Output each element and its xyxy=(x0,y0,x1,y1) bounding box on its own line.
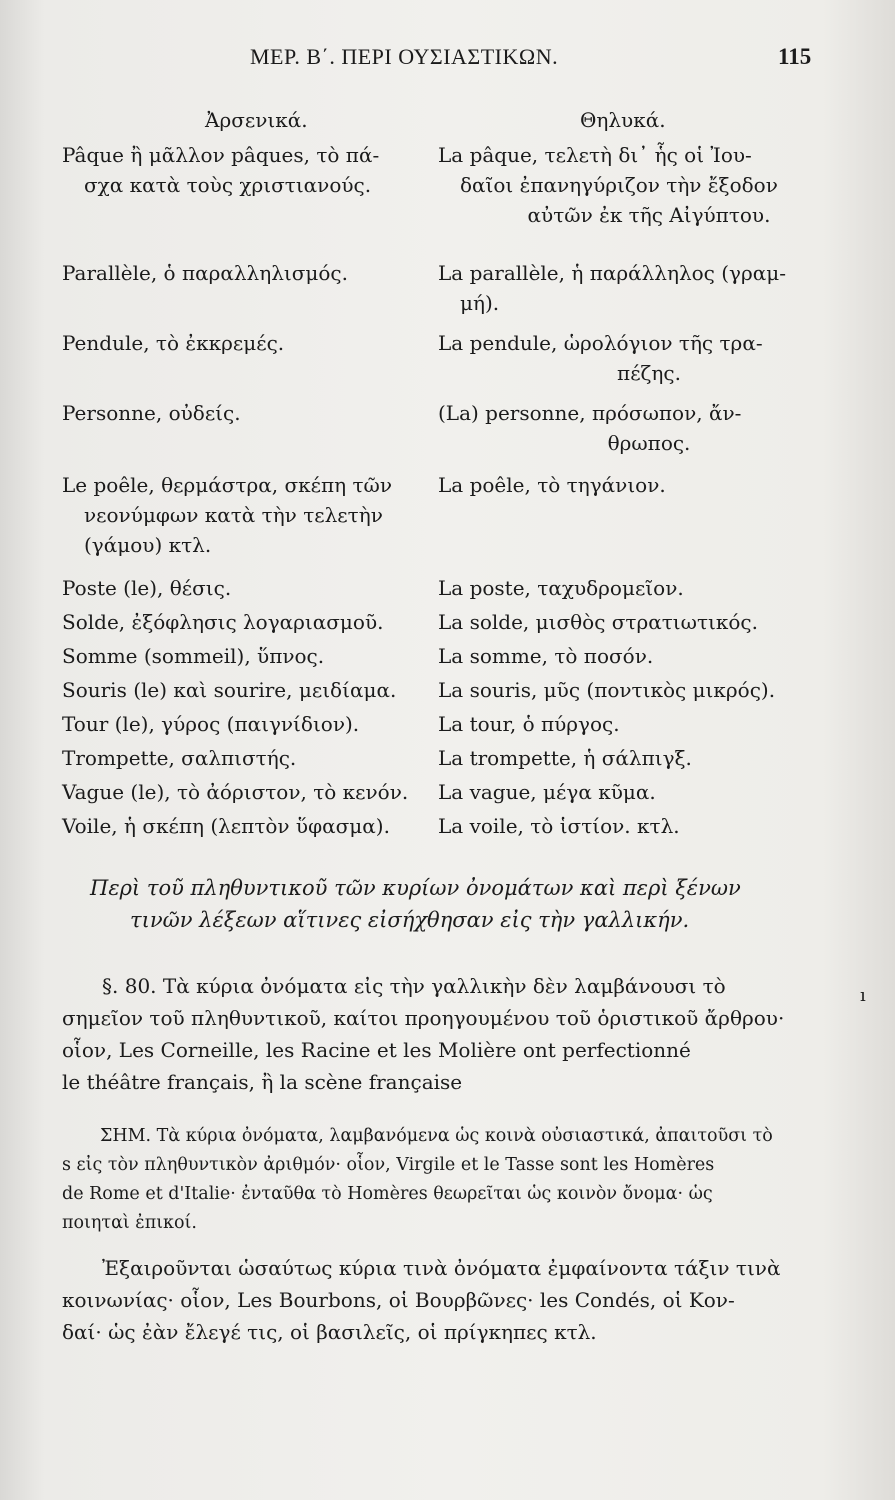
page-header xyxy=(0,44,895,84)
column-heading-masculine: Ἀρσενικά. xyxy=(205,108,308,132)
running-title: ΜΕΡ. Β΄. ΠΕΡΙ ΟΥΣΙΑΣΤΙΚΩΝ. xyxy=(250,44,559,69)
entry-text: Tour (le), γύρος (παιγνίδιον). xyxy=(62,712,360,736)
entry-right xyxy=(438,398,838,458)
entry-text: La souris, μῦς (ποντικὸς μικρός). xyxy=(438,678,776,702)
section-heading xyxy=(60,872,835,936)
entry-right xyxy=(438,607,838,637)
entry-right xyxy=(438,675,838,705)
entry-left xyxy=(62,811,432,841)
paragraph-line: §. 80. Τὰ κύρια ὀνόματα εἰς τὴν γαλλικὴν δὲν λαμβάνουσι τὸ xyxy=(102,974,726,998)
paragraph-line: le théâtre français, ἢ la scène française xyxy=(62,1070,463,1094)
entry-text: Voile, ἡ σκέπη (λεπτὸν ὕφασμα). xyxy=(62,814,390,838)
note-line: ΣΗΜ. Τὰ κύρια ὀνόματα, λαμβανόμενα ὡς κοινὰ οὐσιαστικά, ἀπαιτοῦσι τὸ xyxy=(100,1126,773,1146)
paragraph-line: κοινωνίας· οἷον, Les Bourbons, οἱ Βουρβῶνες· les Condés, οἱ Κον- xyxy=(62,1288,735,1312)
entry-right xyxy=(438,573,838,603)
entry-text: Parallèle, ὁ παραλληλισμός. xyxy=(62,261,348,285)
entry-right xyxy=(438,743,838,773)
entry-text: αὐτῶν ἐκ τῆς Αἰγύπτου. xyxy=(527,203,771,227)
entry-text: Personne, οὐδείς. xyxy=(62,401,241,425)
entry-right xyxy=(438,641,838,671)
entry-right xyxy=(438,777,838,807)
entry-text: (La) personne, πρόσωπον, ἄν- xyxy=(438,401,742,425)
entry-text: μή). xyxy=(460,291,500,315)
note-line: de Rome et d'Italie· ἐνταῦθα τὸ Homères θεωρεῖται ὡς κοινὸν ὄνομα· ὡς xyxy=(62,1184,713,1204)
page-number: 115 xyxy=(778,44,812,69)
entry-left xyxy=(62,398,432,428)
margin-mark: ı xyxy=(860,985,866,1006)
entry-text: Pâque ἢ μᾶλλον pâques, τὸ πά- xyxy=(62,143,380,167)
paragraph-line: οἷον, Les Corneille, les Racine et les Molière ont perfectionné xyxy=(62,1038,691,1062)
entry-text: δαῖοι ἐπανηγύριζον τὴν ἔξοδον xyxy=(460,173,778,197)
section-heading-line: Περὶ τοῦ πληθυντικοῦ τῶν κυρίων ὀνομάτων καὶ περὶ ξένων xyxy=(90,876,741,900)
entry-text: La trompette, ἡ σάλπιγξ. xyxy=(438,746,692,770)
entry-left xyxy=(62,675,432,705)
entry-text: Souris (le) καὶ sourire, μειδίαμα. xyxy=(62,678,397,702)
entry-left xyxy=(62,328,432,358)
entry-text: La tour, ὁ πύργος. xyxy=(438,712,620,736)
entry-text: La poste, ταχυδρομεῖον. xyxy=(438,576,684,600)
entry-text: Poste (le), θέσις. xyxy=(62,576,232,600)
entry-left xyxy=(62,641,432,671)
entry-text: La somme, τὸ ποσόν. xyxy=(438,644,654,668)
entry-text: Trompette, σαλπιστής. xyxy=(62,746,297,770)
entry-text: (γάμου) κτλ. xyxy=(84,533,212,557)
entry-text: θρωπος. xyxy=(607,431,691,455)
entry-left xyxy=(62,258,432,288)
entry-left xyxy=(62,607,432,637)
entry-text: La pâque, τελετὴ δι᾽ ἧς οἱ Ἰου- xyxy=(438,143,752,167)
entry-right xyxy=(438,470,838,500)
entry-right xyxy=(438,811,838,841)
entry-text: La pendule, ὡρολόγιον τῆς τρα- xyxy=(438,331,763,355)
entry-left xyxy=(62,470,432,560)
section-heading-line: τινῶν λέξεων αἵτινες εἰσήχθησαν εἰς τὴν γαλλικήν. xyxy=(130,908,690,932)
paragraph-line: σημεῖον τοῦ πληθυντικοῦ, καίτοι προηγουμένου τοῦ ὁριστικοῦ ἄρθρου· xyxy=(62,1006,785,1030)
entry-text: πέζης. xyxy=(617,361,681,385)
entry-text: La poêle, τὸ τηγάνιον. xyxy=(438,473,666,497)
entry-left xyxy=(62,573,432,603)
entry-left xyxy=(62,743,432,773)
note-line: ποιηταὶ ἐπικοί. xyxy=(62,1213,197,1233)
entry-text: σχα κατὰ τοὺς χριστιανούς. xyxy=(84,173,372,197)
entry-text: νεονύμφων κατὰ τὴν τελετὴν xyxy=(84,503,383,527)
entry-left xyxy=(62,709,432,739)
entry-text: La voile, τὸ ἱστίον. κτλ. xyxy=(438,814,680,838)
entry-text: Le poêle, θερμάστρα, σκέπη τῶν xyxy=(62,473,392,497)
paragraph-line: δαί· ὡς ἐὰν ἔλεγέ τις, οἱ βασιλεῖς, οἱ πρίγκηπες κτλ. xyxy=(62,1320,597,1344)
entry-right xyxy=(438,328,838,388)
entry-text: Pendule, τὸ ἐκκρεμές. xyxy=(62,331,285,355)
entry-right xyxy=(438,709,838,739)
entry-text: La parallèle, ἡ παράλληλος (γραμ- xyxy=(438,261,786,285)
entry-left xyxy=(62,140,432,200)
entry-right xyxy=(438,140,838,230)
paragraph-line: Ἐξαιροῦνται ὡσαύτως κύρια τινὰ ὀνόματα ἐμφαίνοντα τάξιν τινὰ xyxy=(102,1256,781,1280)
note-line: s εἰς τὸν πληθυντικὸν ἀριθμόν· οἷον, Virgile et le Tasse sont les Homères xyxy=(62,1155,715,1175)
note-paragraph xyxy=(62,1122,837,1238)
paragraph-exceptions xyxy=(62,1252,837,1348)
entry-text: La vague, μέγα κῦμα. xyxy=(438,780,656,804)
entry-left xyxy=(62,777,432,807)
entry-text: Somme (sommeil), ὕπνος. xyxy=(62,644,325,668)
entry-right xyxy=(438,258,838,318)
paragraph-80 xyxy=(62,970,837,1098)
column-heading-feminine: Θηλυκά. xyxy=(580,108,666,132)
entry-text: La solde, μισθὸς στρατιωτικός. xyxy=(438,610,758,634)
entry-text: Vague (le), τὸ ἀόριστον, τὸ κενόν. xyxy=(62,780,409,804)
entry-text: Solde, ἐξόφλησις λογαριασμοῦ. xyxy=(62,610,384,634)
